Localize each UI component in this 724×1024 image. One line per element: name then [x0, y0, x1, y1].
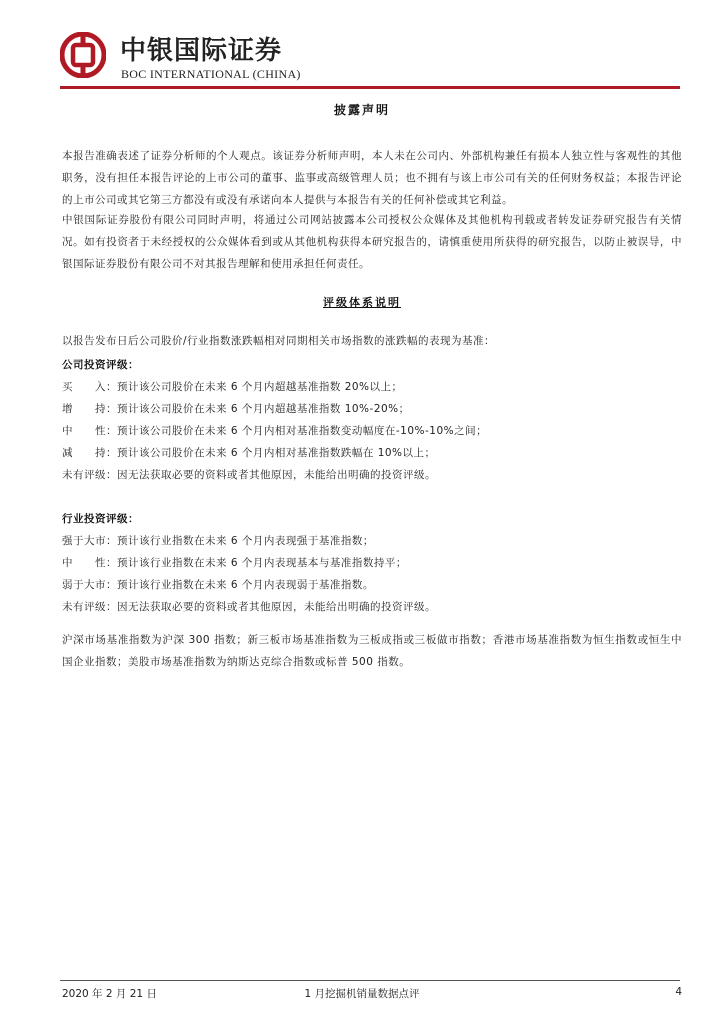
disclosure-paragraph-1: 本报告准确表述了证券分析师的个人观点。该证券分析师声明，本人未在公司内、外部机构兼任有损本人独立性与客观性的其他职务，没有担任本报告评论的上市公司的董事、监事或高级管理人员；也不拥有与该上市公司有关的任何财务权益；本报告评论的上市公司或其它第三方都没有或没有承诺向本人提供与本报告有关的任何补偿或其它利益。	[62, 150, 682, 206]
rating-system-title: 评级体系说明	[323, 296, 401, 309]
company-rating-heading: 公司投资评级：	[62, 359, 139, 371]
industry-rating-neutral: 中 性：预计该行业指数在未来 6 个月内表现基本与基准指数持平；	[62, 557, 407, 569]
rating-intro: 以报告发布日后公司股价/行业指数涨跌幅相对同期相关市场指数的涨跌幅的表现为基准：	[62, 335, 496, 347]
industry-rating-outperform: 强于大市：预计该行业指数在未来 6 个月内表现强于基准指数；	[62, 535, 374, 547]
disclosure-paragraph-2: 中银国际证券股份有限公司同时声明，将通过公司网站披露本公司授权公众媒体及其他机构刊载或者转发证券研究报告有关情况。如有投资者于未经授权的公众媒体看到或从其他机构获得本研究报告的，请慎重使用所获得的研究报告，以防止被误导，中银国际证券股份有限公司不对其报告理解和使用承担任何责任。	[62, 214, 682, 270]
benchmark-index-note: 沪深市场基准指数为沪深 300 指数；新三板市场基准指数为三板成指或三板做市指数；香港市场基准指数为恒生指数或恒生中国企业指数；美股市场基准指数为纳斯达克综合指数或标普 500 指数。	[62, 634, 682, 668]
header-divider	[60, 86, 680, 89]
brand-name-cn: 中银国际证券	[120, 36, 283, 66]
company-rating-underweight: 减 持：预计该公司股价在未来 6 个月内相对基准指数跌幅在 10%以上；	[62, 447, 436, 459]
boc-logo-icon	[60, 32, 106, 78]
disclosure-title: 披露声明	[333, 103, 390, 117]
company-rating-unrated: 未有评级：因无法获取必要的资料或者其他原因，未能给出明确的投资评级。	[62, 469, 436, 481]
brand-name-en: BOC INTERNATIONAL (CHINA)	[121, 67, 301, 81]
footer-report-title: 1 月挖掘机销量数据点评	[304, 988, 420, 1000]
industry-rating-heading: 行业投资评级：	[62, 513, 139, 525]
report-header	[60, 30, 680, 90]
industry-rating-underperform: 弱于大市：预计该行业指数在未来 6 个月内表现弱于基准指数。	[62, 579, 374, 591]
industry-rating-unrated: 未有评级：因无法获取必要的资料或者其他原因，未能给出明确的投资评级。	[62, 601, 436, 613]
company-rating-neutral: 中 性：预计该公司股价在未来 6 个月内相对基准指数变动幅度在-10%-10%之间；	[62, 425, 488, 437]
page-number: 4	[675, 986, 682, 998]
company-rating-buy: 买 入：预计该公司股价在未来 6 个月内超越基准指数 20%以上；	[62, 381, 403, 393]
footer-divider	[60, 980, 680, 981]
company-rating-overweight: 增 持：预计该公司股价在未来 6 个月内超越基准指数 10%-20%；	[62, 403, 410, 415]
footer-date: 2020 年 2 月 21 日	[62, 988, 157, 1000]
